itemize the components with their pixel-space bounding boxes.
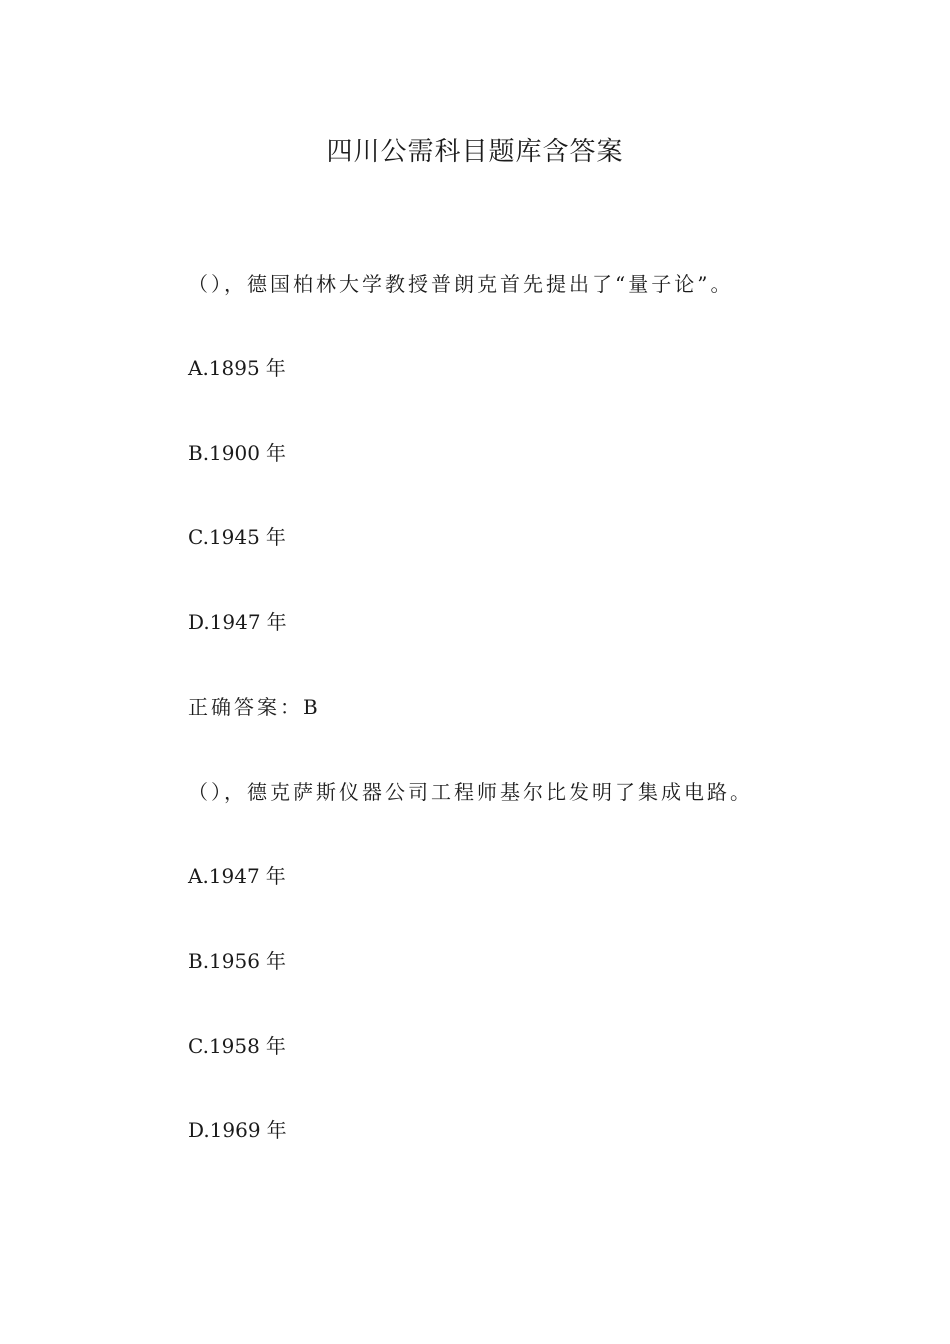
option-unit: 年 [266, 1118, 287, 1142]
option-text: C.1958 [188, 1034, 260, 1058]
option-text: B.1956 [188, 949, 260, 973]
option-unit: 年 [266, 610, 287, 634]
question-2-option-a [188, 862, 286, 890]
option-text: C.1945 [188, 525, 260, 549]
question-2-option-d [188, 1116, 287, 1144]
question-1-option-a [188, 354, 286, 382]
option-text: B.1900 [188, 441, 260, 465]
question-1-option-c [188, 523, 286, 551]
option-text: A.1895 [188, 356, 260, 380]
question-2-option-c [188, 1032, 286, 1060]
question-1-option-d [188, 608, 287, 636]
option-unit: 年 [265, 441, 286, 465]
question-1-option-b [188, 439, 286, 467]
option-unit: 年 [265, 864, 286, 888]
option-unit: 年 [265, 1034, 286, 1058]
option-text: D.1947 [188, 610, 261, 634]
document-title: 四川公需科目题库含答案 [326, 137, 624, 167]
option-unit: 年 [265, 949, 286, 973]
option-unit: 年 [265, 356, 286, 380]
question-1-answer: 正确答案：B [188, 695, 321, 719]
question-2-option-b [188, 947, 286, 975]
option-unit: 年 [265, 525, 286, 549]
question-stem-2: （），德克萨斯仪器公司工程师基尔比发明了集成电路。 [188, 780, 753, 804]
option-text: D.1969 [188, 1118, 261, 1142]
option-text: A.1947 [188, 864, 260, 888]
question-stem-1: （），德国柏林大学教授普朗克首先提出了“量子论”。 [188, 272, 734, 296]
